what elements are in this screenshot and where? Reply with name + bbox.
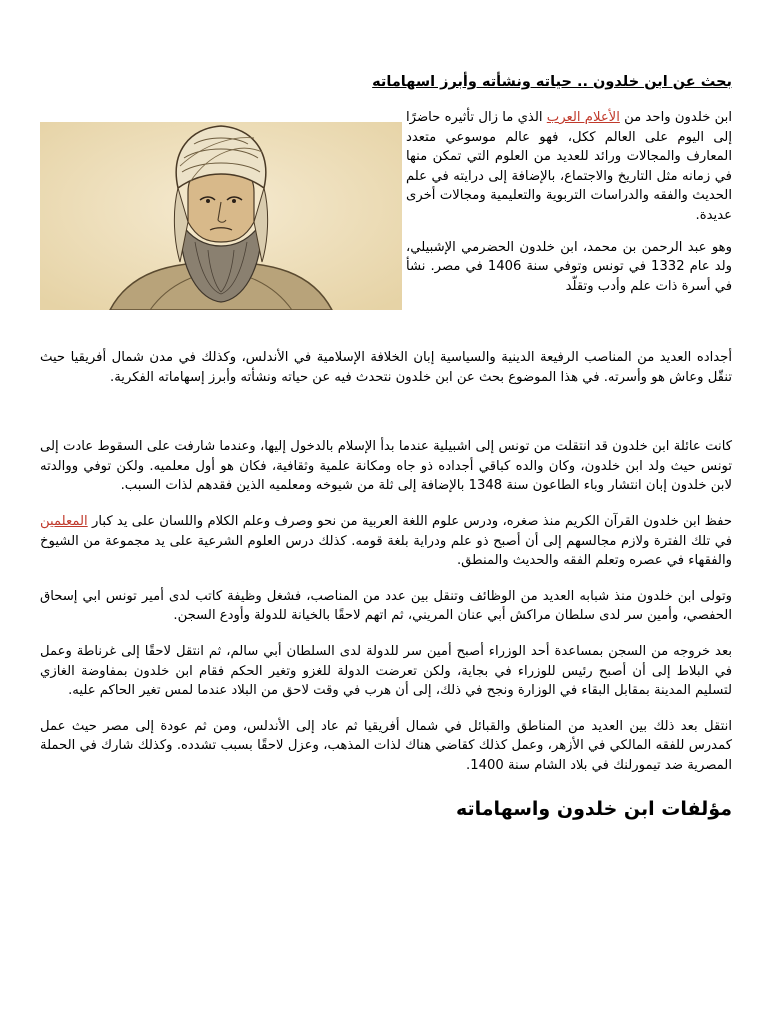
arab-figures-link[interactable]: الأعلام العرب xyxy=(546,110,620,125)
intro-paragraph-1 xyxy=(406,108,732,226)
intro-paragraph-2-top: وهو عبد الرحمن بن محمد، ابن خلدون الحضرمي الإشبيلي، ولد عام 1332 في تونس وتوفي سنة 1406 في مصر. نشأ في أسرة ذات علم وأدب وتقلّد xyxy=(406,239,733,294)
paragraph-career: وتولى ابن خلدون منذ شبابه العديد من الوظائف وتنقل بين عدد من المناصب، فشغل وظيفة كاتب لدى أمير تونس ابي إسحاق الحفصي، وأمين سر لدى سلطان مراكش أبي عنان المريني، ثم اتهم لاحقًا بالخيانة للدولة وأودع السجن. xyxy=(40,588,732,624)
article-title: بحث عن ابن خلدون .. حياته ونشأته وأبرز اسهاماته xyxy=(372,74,732,90)
intro-p1-text-b: الذي ما زال تأثيره حاضرًا إلى اليوم على العالم ككل، فهو عالم موسوعي متعدد المعارف والمجالات ورائد للعديد من العلوم التي تمكن منها في زمانه مثل التاريخ والاجتماع، بالإضافة إلى درايته في علم الحديث والفقه والدراسات التربوية والتعليمية ومجالات أخرى عديدة. xyxy=(406,110,732,223)
portrait-drawing xyxy=(40,122,402,310)
spacer xyxy=(40,403,732,437)
paragraph-egypt: انتقل بعد ذلك بين العديد من المناطق والقبائل في شمال أفريقيا ثم عاد إلى الأندلس، ومن ثم عودة إلى مصر حيث عمل كمدرس للفقه المالكي في الأزهر، وعمل كذلك كقاضي هناك لذات المذهب، وعزل لاحقًا بسبب تشدده. وكذلك شارك في الحملة المصرية ضد تيمورلنك في بلاد الشام سنة 1400. xyxy=(40,718,732,773)
teachers-link[interactable]: المعلمين xyxy=(40,513,88,529)
paragraph-education xyxy=(40,512,732,571)
ibn-khaldun-portrait xyxy=(40,122,402,310)
intro-text xyxy=(406,108,732,296)
paragraph-family: كانت عائلة ابن خلدون قد انتقلت من تونس إلى اشبيلية عندما بدأ الإسلام بالدخول إليها، وعندما شارفت على السقوط عادت إلى تونس حيث ولد ابن خلدون، وكان والده كباقي أجداده ذو جاه ومكانة علمية وثقافية، فكان هو أول معلميه. ولكن توفي ووالدته لابن خلدون إبان انتشار وباء الطاعون سنة 1348 بالإضافة إلى ثلة من شيوخه ومعلميه الذين فقدهم لذات السبب. xyxy=(40,439,732,494)
intro-paragraph-2-rest: أجداده العديد من المناصب الرفيعة الدينية والسياسية إبان الخلافة الإسلامية في الأندلس، وكذلك في مدن شمال أفريقيا حيث تنقّل وعاش هو وأسرته. في هذا الموضوع بحث عن ابن خلدون نتحدث فيه عن حياته ونشأته وأبرز إسهاماته الفكرية. xyxy=(40,350,732,385)
education-text-b: في تلك الفترة ولازم مجالسهم إلى أن أصبح ذو علم ودراية بلغة قومه. كذلك درس العلوم الشرعية على يد مجموعة من الشيوخ والفقهاء في عصره وتعلم الفقه والحديث والمنطق. xyxy=(40,533,732,569)
intro-p1-text-a: ابن خلدون واحد من xyxy=(619,110,733,125)
section-heading-works: مؤلفات ابن خلدون واسهاماته xyxy=(456,797,732,820)
paragraph-after-prison: بعد خروجه من السجن بمساعدة أحد الوزراء أصبح أمين سر للدولة لدى السلطان أبي سالم، ثم انتقل لاحقًا إلى غرناطة وعمل في البلاط إلى أن أصبح رئيس للوزراء في بجاية، ولكن تعرضت الدولة للغزو وتغير الحكم فقام ابن خلدون بمفاوضة الغازي لتسليم المدينة بمقابل البقاء في الوزارة ونجح في ذلك، إلى أن هرب في وقت لاحق من البلاد عندما لمس تغير الحاكم عليه. xyxy=(40,643,732,699)
education-text-a: حفظ ابن خلدون القرآن الكريم منذ صغره، ودرس علوم اللغة العربية من نحو وصرف وعلم الكلام واللسان على يد كبار xyxy=(87,513,732,529)
intro-block xyxy=(40,108,732,348)
